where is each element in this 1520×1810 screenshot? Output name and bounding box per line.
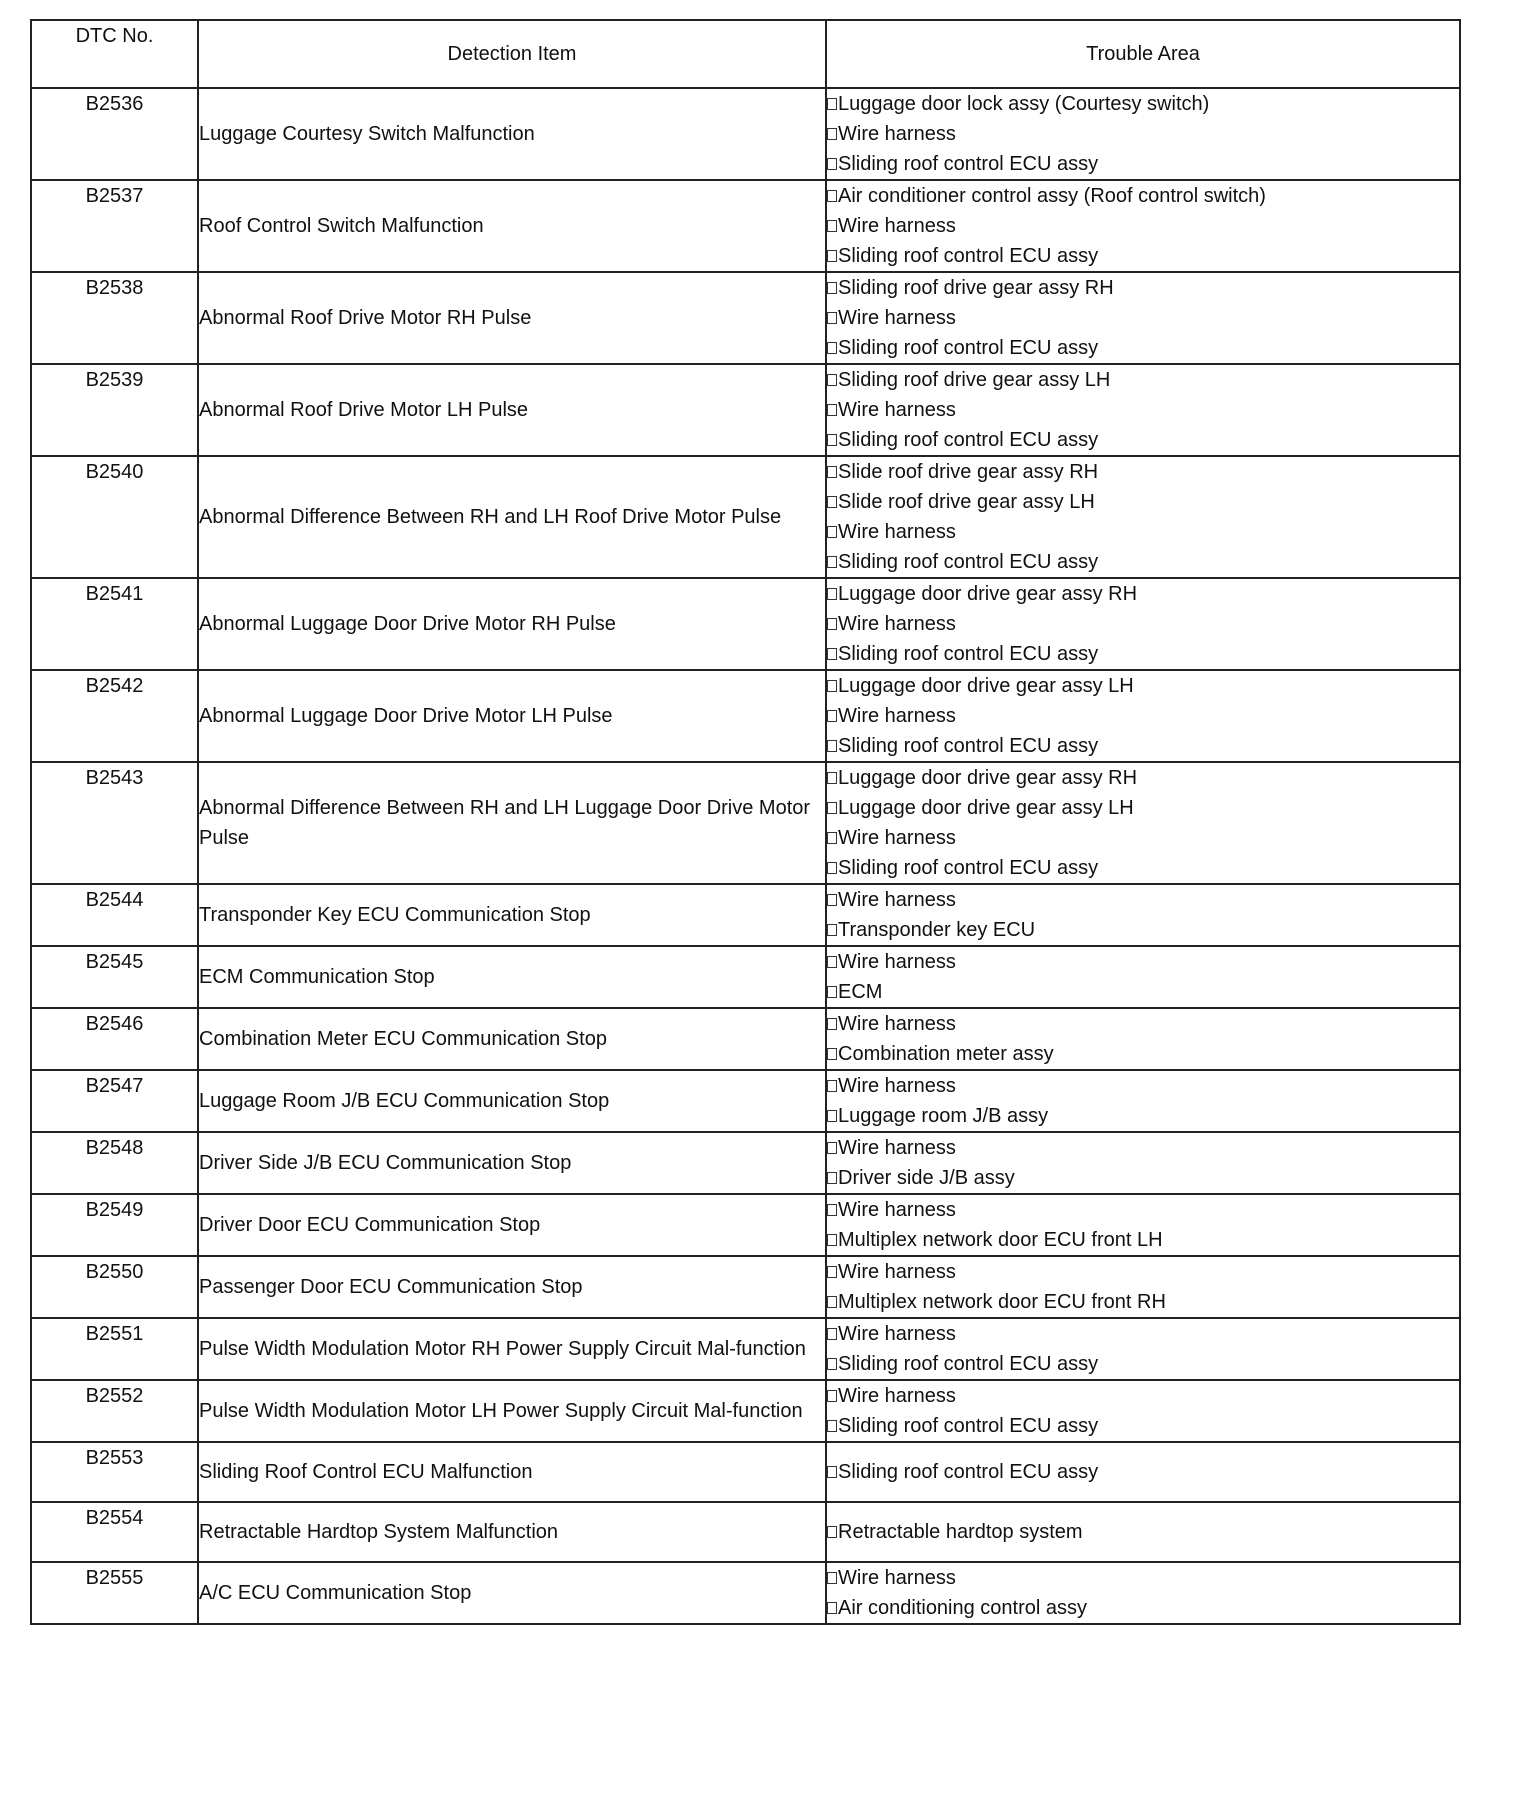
trouble-area-item (827, 1009, 1459, 1039)
trouble-area-item (827, 671, 1459, 701)
checkbox-square-icon (827, 894, 837, 906)
trouble-area-item (827, 1349, 1459, 1379)
trouble-area-text: Sliding roof control ECU assy (838, 1353, 1099, 1375)
checkbox-square-icon (827, 710, 837, 722)
detection-item: Passenger Door ECU Communication Stop (198, 1256, 826, 1318)
dtc-code: B2546 (31, 1008, 198, 1070)
trouble-area-cell (826, 1318, 1460, 1380)
table-row (31, 1318, 1460, 1380)
detection-item: Luggage Courtesy Switch Malfunction (198, 88, 826, 180)
trouble-area-cell (826, 946, 1460, 1008)
checkbox-square-icon (827, 250, 837, 262)
trouble-area-text: Wire harness (838, 889, 956, 911)
trouble-area-item (827, 89, 1459, 119)
checkbox-square-icon (827, 556, 837, 568)
trouble-area-item (827, 1257, 1459, 1287)
table-row (31, 1070, 1460, 1132)
trouble-area-text: Wire harness (838, 307, 956, 329)
trouble-area-cell (826, 1256, 1460, 1318)
trouble-area-cell (826, 1380, 1460, 1442)
checkbox-square-icon (827, 98, 837, 110)
trouble-area-text: Combination meter assy (838, 1043, 1054, 1065)
trouble-area-text: Sliding roof control ECU assy (838, 245, 1099, 267)
trouble-area-cell (826, 180, 1460, 272)
trouble-area-item (827, 639, 1459, 669)
checkbox-square-icon (827, 466, 837, 478)
dtc-table (30, 19, 1461, 1625)
trouble-area-text: Wire harness (838, 1075, 956, 1097)
checkbox-square-icon (827, 1080, 837, 1092)
checkbox-square-icon (827, 526, 837, 538)
trouble-area-text: Sliding roof control ECU assy (838, 153, 1099, 175)
table-row (31, 670, 1460, 762)
trouble-area-item (827, 1457, 1459, 1487)
trouble-area-text: Luggage door drive gear assy LH (838, 797, 1134, 819)
trouble-area-text: Wire harness (838, 1567, 956, 1589)
trouble-area-item (827, 1563, 1459, 1593)
detection-item: Sliding Roof Control ECU Malfunction (198, 1442, 826, 1502)
trouble-area-item (827, 885, 1459, 915)
trouble-area-item (827, 119, 1459, 149)
trouble-area-text: Sliding roof control ECU assy (838, 551, 1099, 573)
dtc-code: B2542 (31, 670, 198, 762)
trouble-area-text: Air conditioner control assy (Roof control switch) (838, 185, 1266, 207)
checkbox-square-icon (827, 1420, 837, 1432)
header-trouble-area: Trouble Area (826, 20, 1460, 88)
header-dtc-no: DTC No. (31, 20, 198, 88)
trouble-area-item (827, 793, 1459, 823)
trouble-area-item (827, 273, 1459, 303)
checkbox-square-icon (827, 496, 837, 508)
checkbox-square-icon (827, 680, 837, 692)
detection-item: Transponder Key ECU Communication Stop (198, 884, 826, 946)
dtc-code: B2550 (31, 1256, 198, 1318)
table-row (31, 1502, 1460, 1562)
checkbox-square-icon (827, 1526, 837, 1538)
checkbox-square-icon (827, 190, 837, 202)
trouble-area-text: Luggage door drive gear assy RH (838, 767, 1138, 789)
trouble-area-text: Wire harness (838, 215, 956, 237)
trouble-area-text: Wire harness (838, 1013, 956, 1035)
trouble-area-text: Driver side J/B assy (838, 1167, 1015, 1189)
trouble-area-cell (826, 884, 1460, 946)
trouble-area-text: Sliding roof control ECU assy (838, 337, 1099, 359)
checkbox-square-icon (827, 220, 837, 232)
trouble-area-text: Wire harness (838, 123, 956, 145)
trouble-area-item (827, 1101, 1459, 1131)
trouble-area-item (827, 1225, 1459, 1255)
trouble-area-text: Wire harness (838, 521, 956, 543)
trouble-area-text: Wire harness (838, 951, 956, 973)
checkbox-square-icon (827, 1390, 837, 1402)
trouble-area-text: Sliding roof control ECU assy (838, 735, 1099, 757)
checkbox-square-icon (827, 342, 837, 354)
trouble-area-item (827, 1195, 1459, 1225)
trouble-area-text: Luggage door drive gear assy RH (838, 583, 1138, 605)
detection-item: Abnormal Roof Drive Motor LH Pulse (198, 364, 826, 456)
trouble-area-item (827, 1319, 1459, 1349)
trouble-area-text: Sliding roof control ECU assy (838, 1415, 1099, 1437)
table-row (31, 1256, 1460, 1318)
trouble-area-item (827, 517, 1459, 547)
checkbox-square-icon (827, 772, 837, 784)
checkbox-square-icon (827, 312, 837, 324)
trouble-area-text: Slide roof drive gear assy RH (838, 461, 1099, 483)
trouble-area-item (827, 547, 1459, 577)
trouble-area-text: Wire harness (838, 1261, 956, 1283)
trouble-area-cell (826, 272, 1460, 364)
trouble-area-item (827, 1133, 1459, 1163)
header-detection-item: Detection Item (198, 20, 826, 88)
dtc-code: B2545 (31, 946, 198, 1008)
checkbox-square-icon (827, 802, 837, 814)
table-row (31, 1562, 1460, 1624)
trouble-area-cell (826, 1132, 1460, 1194)
detection-item: Abnormal Luggage Door Drive Motor RH Pulse (198, 578, 826, 670)
checkbox-square-icon (827, 1142, 837, 1154)
table-header-row (31, 20, 1460, 88)
trouble-area-item (827, 1517, 1459, 1547)
detection-item: Abnormal Roof Drive Motor RH Pulse (198, 272, 826, 364)
trouble-area-text: Sliding roof control ECU assy (838, 429, 1099, 451)
table-row (31, 364, 1460, 456)
dtc-code: B2538 (31, 272, 198, 364)
trouble-area-cell (826, 1442, 1460, 1502)
table-row (31, 762, 1460, 884)
table-row (31, 272, 1460, 364)
table-row (31, 1442, 1460, 1502)
dtc-code: B2553 (31, 1442, 198, 1502)
detection-item: Roof Control Switch Malfunction (198, 180, 826, 272)
table-row (31, 578, 1460, 670)
checkbox-square-icon (827, 1110, 837, 1122)
table-row (31, 1194, 1460, 1256)
dtc-code: B2544 (31, 884, 198, 946)
checkbox-square-icon (827, 158, 837, 170)
table-row (31, 1008, 1460, 1070)
checkbox-square-icon (827, 1204, 837, 1216)
trouble-area-text: Sliding roof drive gear assy LH (838, 369, 1111, 391)
checkbox-square-icon (827, 434, 837, 446)
dtc-code: B2536 (31, 88, 198, 180)
checkbox-square-icon (827, 618, 837, 630)
trouble-area-cell (826, 1008, 1460, 1070)
trouble-area-text: Wire harness (838, 827, 956, 849)
trouble-area-item (827, 149, 1459, 179)
trouble-area-cell (826, 1070, 1460, 1132)
dtc-code: B2548 (31, 1132, 198, 1194)
trouble-area-item (827, 701, 1459, 731)
trouble-area-cell (826, 762, 1460, 884)
trouble-area-text: Retractable hardtop system (838, 1521, 1083, 1543)
checkbox-square-icon (827, 986, 837, 998)
detection-item: ECM Communication Stop (198, 946, 826, 1008)
table-row (31, 884, 1460, 946)
trouble-area-text: Wire harness (838, 1385, 956, 1407)
trouble-area-item (827, 763, 1459, 793)
detection-item: Pulse Width Modulation Motor RH Power Supply Circuit Mal-function (198, 1318, 826, 1380)
trouble-area-item (827, 1287, 1459, 1317)
detection-item: Driver Side J/B ECU Communication Stop (198, 1132, 826, 1194)
trouble-area-cell (826, 670, 1460, 762)
trouble-area-item (827, 333, 1459, 363)
trouble-area-cell (826, 456, 1460, 578)
trouble-area-text: Sliding roof drive gear assy RH (838, 277, 1114, 299)
trouble-area-item (827, 1163, 1459, 1193)
trouble-area-text: Luggage door drive gear assy LH (838, 675, 1134, 697)
checkbox-square-icon (827, 1466, 837, 1478)
dtc-code: B2554 (31, 1502, 198, 1562)
checkbox-square-icon (827, 648, 837, 660)
dtc-code: B2539 (31, 364, 198, 456)
trouble-area-item (827, 241, 1459, 271)
dtc-code: B2547 (31, 1070, 198, 1132)
detection-item: A/C ECU Communication Stop (198, 1562, 826, 1624)
checkbox-square-icon (827, 1572, 837, 1584)
trouble-area-text: Wire harness (838, 1199, 956, 1221)
checkbox-square-icon (827, 374, 837, 386)
trouble-area-item (827, 731, 1459, 761)
checkbox-square-icon (827, 282, 837, 294)
trouble-area-text: Multiplex network door ECU front LH (838, 1229, 1163, 1251)
trouble-area-text: Sliding roof control ECU assy (838, 857, 1099, 879)
checkbox-square-icon (827, 1018, 837, 1030)
table-row (31, 456, 1460, 578)
dtc-code: B2540 (31, 456, 198, 578)
dtc-code: B2555 (31, 1562, 198, 1624)
trouble-area-text: Luggage room J/B assy (838, 1105, 1049, 1127)
checkbox-square-icon (827, 832, 837, 844)
dtc-code: B2537 (31, 180, 198, 272)
trouble-area-item (827, 579, 1459, 609)
dtc-code: B2551 (31, 1318, 198, 1380)
detection-item: Abnormal Luggage Door Drive Motor LH Pulse (198, 670, 826, 762)
trouble-area-text: Luggage door lock assy (Courtesy switch) (838, 93, 1210, 115)
checkbox-square-icon (827, 1296, 837, 1308)
table-row (31, 88, 1460, 180)
dtc-code: B2541 (31, 578, 198, 670)
table-row (31, 180, 1460, 272)
trouble-area-text: Transponder key ECU (838, 919, 1036, 941)
table-body (31, 88, 1460, 1624)
trouble-area-cell (826, 1502, 1460, 1562)
trouble-area-text: Wire harness (838, 1323, 956, 1345)
trouble-area-item (827, 977, 1459, 1007)
checkbox-square-icon (827, 740, 837, 752)
detection-item: Abnormal Difference Between RH and LH Luggage Door Drive Motor Pulse (198, 762, 826, 884)
checkbox-square-icon (827, 1234, 837, 1246)
trouble-area-text: Wire harness (838, 1137, 956, 1159)
detection-item: Pulse Width Modulation Motor LH Power Supply Circuit Mal-function (198, 1380, 826, 1442)
trouble-area-item (827, 1039, 1459, 1069)
trouble-area-cell (826, 1562, 1460, 1624)
dtc-code: B2552 (31, 1380, 198, 1442)
dtc-code: B2543 (31, 762, 198, 884)
trouble-area-text: Wire harness (838, 613, 956, 635)
trouble-area-item (827, 425, 1459, 455)
checkbox-square-icon (827, 924, 837, 936)
checkbox-square-icon (827, 1266, 837, 1278)
trouble-area-item (827, 487, 1459, 517)
checkbox-square-icon (827, 1328, 837, 1340)
trouble-area-item (827, 181, 1459, 211)
trouble-area-item (827, 1411, 1459, 1441)
table-row (31, 1380, 1460, 1442)
trouble-area-text: Multiplex network door ECU front RH (838, 1291, 1166, 1313)
checkbox-square-icon (827, 956, 837, 968)
trouble-area-item (827, 211, 1459, 241)
trouble-area-item (827, 457, 1459, 487)
trouble-area-cell (826, 364, 1460, 456)
checkbox-square-icon (827, 404, 837, 416)
trouble-area-cell (826, 88, 1460, 180)
detection-item: Luggage Room J/B ECU Communication Stop (198, 1070, 826, 1132)
trouble-area-text: Wire harness (838, 705, 956, 727)
trouble-area-cell (826, 1194, 1460, 1256)
trouble-area-item (827, 1071, 1459, 1101)
trouble-area-text: Slide roof drive gear assy LH (838, 491, 1095, 513)
checkbox-square-icon (827, 128, 837, 140)
trouble-area-cell (826, 578, 1460, 670)
checkbox-square-icon (827, 1048, 837, 1060)
checkbox-square-icon (827, 1358, 837, 1370)
checkbox-square-icon (827, 588, 837, 600)
trouble-area-item (827, 947, 1459, 977)
dtc-code: B2549 (31, 1194, 198, 1256)
table-row (31, 1132, 1460, 1194)
trouble-area-text: Wire harness (838, 399, 956, 421)
trouble-area-item (827, 609, 1459, 639)
trouble-area-item (827, 365, 1459, 395)
trouble-area-item (827, 1381, 1459, 1411)
detection-item: Abnormal Difference Between RH and LH Roof Drive Motor Pulse (198, 456, 826, 578)
trouble-area-text: Air conditioning control assy (838, 1597, 1088, 1619)
trouble-area-item (827, 915, 1459, 945)
table-row (31, 946, 1460, 1008)
trouble-area-item (827, 303, 1459, 333)
detection-item: Driver Door ECU Communication Stop (198, 1194, 826, 1256)
checkbox-square-icon (827, 1172, 837, 1184)
detection-item: Retractable Hardtop System Malfunction (198, 1502, 826, 1562)
trouble-area-item (827, 1593, 1459, 1623)
trouble-area-text: Sliding roof control ECU assy (838, 1461, 1099, 1483)
trouble-area-text: Sliding roof control ECU assy (838, 643, 1099, 665)
checkbox-square-icon (827, 862, 837, 874)
checkbox-square-icon (827, 1602, 837, 1614)
trouble-area-text: ECM (838, 981, 883, 1003)
trouble-area-item (827, 823, 1459, 853)
trouble-area-item (827, 853, 1459, 883)
trouble-area-item (827, 395, 1459, 425)
detection-item: Combination Meter ECU Communication Stop (198, 1008, 826, 1070)
